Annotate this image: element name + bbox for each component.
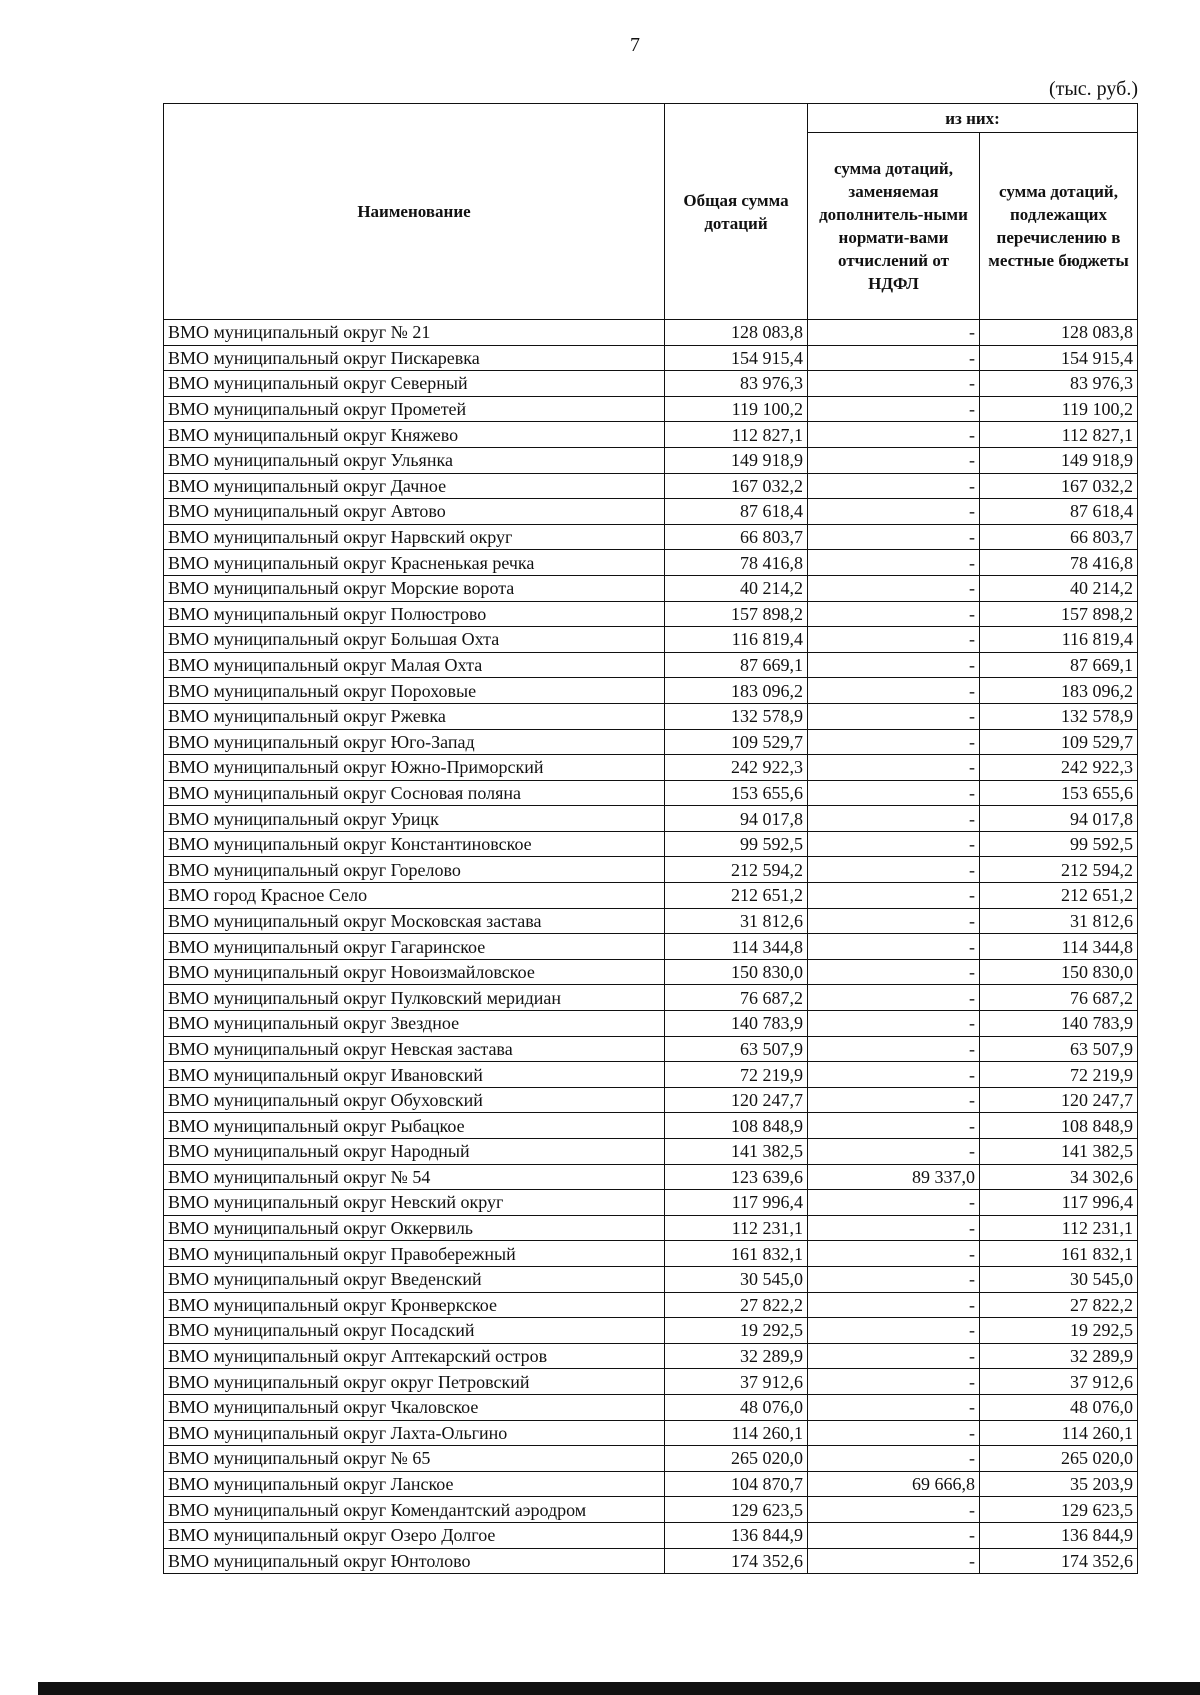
table-row [164, 345, 1138, 371]
replaced-by-ndfl-cell: - [808, 1394, 980, 1420]
municipality-name-cell: ВМО муниципальный округ Ржевка [164, 703, 665, 729]
replaced-by-ndfl-cell: - [808, 780, 980, 806]
transfer-amount-cell: 212 651,2 [980, 883, 1138, 909]
transfer-amount-cell: 112 827,1 [980, 422, 1138, 448]
replaced-by-ndfl-cell: - [808, 1266, 980, 1292]
municipality-name-cell: ВМО муниципальный округ Кронверкское [164, 1292, 665, 1318]
total-dotation-cell: 99 592,5 [665, 831, 808, 857]
total-dotation-cell: 154 915,4 [665, 345, 808, 371]
transfer-amount-cell: 99 592,5 [980, 831, 1138, 857]
municipality-name-cell: ВМО муниципальный округ Пискаревка [164, 345, 665, 371]
replaced-by-ndfl-cell: - [808, 601, 980, 627]
municipality-name-cell: ВМО муниципальный округ Московская застава [164, 908, 665, 934]
transfer-amount-cell: 117 996,4 [980, 1190, 1138, 1216]
table-row [164, 1343, 1138, 1369]
replaced-by-ndfl-cell: - [808, 1446, 980, 1472]
total-dotation-cell: 76 687,2 [665, 985, 808, 1011]
replaced-by-ndfl-cell: - [808, 345, 980, 371]
municipality-name-cell: ВМО муниципальный округ Обуховский [164, 1087, 665, 1113]
municipality-name-cell: ВМО муниципальный округ Введенский [164, 1266, 665, 1292]
municipality-name-cell: ВМО муниципальный округ Юнтолово [164, 1548, 665, 1574]
table-row [164, 652, 1138, 678]
table-row [164, 729, 1138, 755]
transfer-amount-cell: 66 803,7 [980, 524, 1138, 550]
municipality-name-cell: ВМО муниципальный округ № 54 [164, 1164, 665, 1190]
replaced-by-ndfl-cell: - [808, 857, 980, 883]
table-row [164, 320, 1138, 346]
total-dotation-cell: 265 020,0 [665, 1446, 808, 1472]
municipality-name-cell: ВМО муниципальный округ Полюстрово [164, 601, 665, 627]
replaced-by-ndfl-cell: - [808, 1497, 980, 1523]
table-row [164, 678, 1138, 704]
replaced-by-ndfl-cell: - [808, 1139, 980, 1165]
table-row [164, 1087, 1138, 1113]
municipality-name-cell: ВМО муниципальный округ Правобережный [164, 1241, 665, 1267]
municipality-name-cell: ВМО муниципальный округ Ланское [164, 1471, 665, 1497]
table-row [164, 1292, 1138, 1318]
table-row [164, 1394, 1138, 1420]
transfer-amount-cell: 132 578,9 [980, 703, 1138, 729]
replaced-by-ndfl-cell: - [808, 1036, 980, 1062]
table-row [164, 985, 1138, 1011]
table-row [164, 550, 1138, 576]
dotations-table [163, 103, 1138, 1574]
replaced-by-ndfl-cell: - [808, 575, 980, 601]
table-row [164, 857, 1138, 883]
replaced-by-ndfl-cell: - [808, 422, 980, 448]
replaced-by-ndfl-cell: - [808, 678, 980, 704]
header-to-transfer: сумма дотаций, подлежащих перечислению в местные бюджеты [980, 133, 1138, 320]
replaced-by-ndfl-cell: - [808, 985, 980, 1011]
replaced-by-ndfl-cell: - [808, 1343, 980, 1369]
table-row [164, 1062, 1138, 1088]
transfer-amount-cell: 242 922,3 [980, 755, 1138, 781]
table-row [164, 1497, 1138, 1523]
municipality-name-cell: ВМО город Красное Село [164, 883, 665, 909]
replaced-by-ndfl-cell: - [808, 1420, 980, 1446]
transfer-amount-cell: 119 100,2 [980, 396, 1138, 422]
table-body [164, 320, 1138, 1574]
total-dotation-cell: 31 812,6 [665, 908, 808, 934]
municipality-name-cell: ВМО муниципальный округ Прометей [164, 396, 665, 422]
transfer-amount-cell: 87 618,4 [980, 499, 1138, 525]
transfer-amount-cell: 76 687,2 [980, 985, 1138, 1011]
municipality-name-cell: ВМО муниципальный округ Пулковский меридиан [164, 985, 665, 1011]
municipality-name-cell: ВМО муниципальный округ Посадский [164, 1318, 665, 1344]
replaced-by-ndfl-cell: - [808, 627, 980, 653]
replaced-by-ndfl-cell: 89 337,0 [808, 1164, 980, 1190]
transfer-amount-cell: 32 289,9 [980, 1343, 1138, 1369]
transfer-amount-cell: 149 918,9 [980, 447, 1138, 473]
table-row [164, 1446, 1138, 1472]
total-dotation-cell: 141 382,5 [665, 1139, 808, 1165]
municipality-name-cell: ВМО муниципальный округ Лахта-Ольгино [164, 1420, 665, 1446]
municipality-name-cell: ВМО муниципальный округ Дачное [164, 473, 665, 499]
transfer-amount-cell: 265 020,0 [980, 1446, 1138, 1472]
total-dotation-cell: 136 844,9 [665, 1522, 808, 1548]
page-number: 7 [630, 34, 640, 56]
replaced-by-ndfl-cell: - [808, 959, 980, 985]
total-dotation-cell: 19 292,5 [665, 1318, 808, 1344]
total-dotation-cell: 157 898,2 [665, 601, 808, 627]
total-dotation-cell: 150 830,0 [665, 959, 808, 985]
municipality-name-cell: ВМО муниципальный округ Комендантский аэродром [164, 1497, 665, 1523]
total-dotation-cell: 123 639,6 [665, 1164, 808, 1190]
transfer-amount-cell: 174 352,6 [980, 1548, 1138, 1574]
replaced-by-ndfl-cell: - [808, 934, 980, 960]
replaced-by-ndfl-cell: - [808, 1548, 980, 1574]
total-dotation-cell: 112 231,1 [665, 1215, 808, 1241]
total-dotation-cell: 140 783,9 [665, 1011, 808, 1037]
municipality-name-cell: ВМО муниципальный округ Пороховые [164, 678, 665, 704]
municipality-name-cell: ВМО муниципальный округ Чкаловское [164, 1394, 665, 1420]
transfer-amount-cell: 128 083,8 [980, 320, 1138, 346]
replaced-by-ndfl-cell: - [808, 1087, 980, 1113]
total-dotation-cell: 30 545,0 [665, 1266, 808, 1292]
municipality-name-cell: ВМО муниципальный округ Северный [164, 371, 665, 397]
replaced-by-ndfl-cell: - [808, 729, 980, 755]
total-dotation-cell: 149 918,9 [665, 447, 808, 473]
transfer-amount-cell: 37 912,6 [980, 1369, 1138, 1395]
municipality-name-cell: ВМО муниципальный округ Новоизмайловское [164, 959, 665, 985]
total-dotation-cell: 161 832,1 [665, 1241, 808, 1267]
total-dotation-cell: 48 076,0 [665, 1394, 808, 1420]
replaced-by-ndfl-cell: - [808, 703, 980, 729]
municipality-name-cell: ВМО муниципальный округ Большая Охта [164, 627, 665, 653]
total-dotation-cell: 37 912,6 [665, 1369, 808, 1395]
transfer-amount-cell: 19 292,5 [980, 1318, 1138, 1344]
municipality-name-cell: ВМО муниципальный округ Невский округ [164, 1190, 665, 1216]
transfer-amount-cell: 30 545,0 [980, 1266, 1138, 1292]
transfer-amount-cell: 34 302,6 [980, 1164, 1138, 1190]
municipality-name-cell: ВМО муниципальный округ Малая Охта [164, 652, 665, 678]
table-row [164, 1369, 1138, 1395]
municipality-name-cell: ВМО муниципальный округ Ульянка [164, 447, 665, 473]
transfer-amount-cell: 78 416,8 [980, 550, 1138, 576]
header-of-which: из них: [808, 104, 1138, 133]
replaced-by-ndfl-cell: - [808, 1190, 980, 1216]
transfer-amount-cell: 141 382,5 [980, 1139, 1138, 1165]
replaced-by-ndfl-cell: - [808, 908, 980, 934]
replaced-by-ndfl-cell: - [808, 755, 980, 781]
total-dotation-cell: 104 870,7 [665, 1471, 808, 1497]
table-row [164, 473, 1138, 499]
municipality-name-cell: ВМО муниципальный округ Юго-Запад [164, 729, 665, 755]
total-dotation-cell: 94 017,8 [665, 806, 808, 832]
transfer-amount-cell: 150 830,0 [980, 959, 1138, 985]
total-dotation-cell: 129 623,5 [665, 1497, 808, 1523]
transfer-amount-cell: 27 822,2 [980, 1292, 1138, 1318]
header-total: Общая сумма дотаций [665, 104, 808, 320]
total-dotation-cell: 32 289,9 [665, 1343, 808, 1369]
total-dotation-cell: 112 827,1 [665, 422, 808, 448]
total-dotation-cell: 153 655,6 [665, 780, 808, 806]
municipality-name-cell: ВМО муниципальный округ Нарвский округ [164, 524, 665, 550]
municipality-name-cell: ВМО муниципальный округ Константиновское [164, 831, 665, 857]
table-row [164, 1164, 1138, 1190]
replaced-by-ndfl-cell: 69 666,8 [808, 1471, 980, 1497]
transfer-amount-cell: 161 832,1 [980, 1241, 1138, 1267]
scan-edge-bar [38, 1682, 1200, 1695]
table-row [164, 1420, 1138, 1446]
total-dotation-cell: 40 214,2 [665, 575, 808, 601]
total-dotation-cell: 119 100,2 [665, 396, 808, 422]
replaced-by-ndfl-cell: - [808, 524, 980, 550]
total-dotation-cell: 109 529,7 [665, 729, 808, 755]
total-dotation-cell: 167 032,2 [665, 473, 808, 499]
replaced-by-ndfl-cell: - [808, 473, 980, 499]
municipality-name-cell: ВМО муниципальный округ Автово [164, 499, 665, 525]
total-dotation-cell: 87 618,4 [665, 499, 808, 525]
replaced-by-ndfl-cell: - [808, 499, 980, 525]
total-dotation-cell: 114 260,1 [665, 1420, 808, 1446]
municipality-name-cell: ВМО муниципальный округ Ивановский [164, 1062, 665, 1088]
municipality-name-cell: ВМО муниципальный округ Звездное [164, 1011, 665, 1037]
table-row [164, 524, 1138, 550]
table-row [164, 1113, 1138, 1139]
municipality-name-cell: ВМО муниципальный округ Южно-Приморский [164, 755, 665, 781]
table-row [164, 908, 1138, 934]
municipality-name-cell: ВМО муниципальный округ Гагаринское [164, 934, 665, 960]
transfer-amount-cell: 114 260,1 [980, 1420, 1138, 1446]
header-replaced: сумма дотаций, заменяемая дополнитель-ными нормати-вами отчислений от НДФЛ [808, 133, 980, 320]
total-dotation-cell: 242 922,3 [665, 755, 808, 781]
table-row [164, 831, 1138, 857]
municipality-name-cell: ВМО муниципальный округ Озеро Долгое [164, 1522, 665, 1548]
total-dotation-cell: 78 416,8 [665, 550, 808, 576]
transfer-amount-cell: 116 819,4 [980, 627, 1138, 653]
total-dotation-cell: 116 819,4 [665, 627, 808, 653]
total-dotation-cell: 27 822,2 [665, 1292, 808, 1318]
municipality-name-cell: ВМО муниципальный округ Морские ворота [164, 575, 665, 601]
table-row [164, 1548, 1138, 1574]
table-row [164, 1215, 1138, 1241]
total-dotation-cell: 117 996,4 [665, 1190, 808, 1216]
header-name: Наименование [164, 104, 665, 320]
table-row [164, 627, 1138, 653]
transfer-amount-cell: 87 669,1 [980, 652, 1138, 678]
transfer-amount-cell: 136 844,9 [980, 1522, 1138, 1548]
municipality-name-cell: ВМО муниципальный округ № 21 [164, 320, 665, 346]
total-dotation-cell: 108 848,9 [665, 1113, 808, 1139]
transfer-amount-cell: 153 655,6 [980, 780, 1138, 806]
table-row [164, 703, 1138, 729]
replaced-by-ndfl-cell: - [808, 371, 980, 397]
table-row [164, 806, 1138, 832]
transfer-amount-cell: 94 017,8 [980, 806, 1138, 832]
replaced-by-ndfl-cell: - [808, 1369, 980, 1395]
total-dotation-cell: 212 594,2 [665, 857, 808, 883]
replaced-by-ndfl-cell: - [808, 1062, 980, 1088]
replaced-by-ndfl-cell: - [808, 883, 980, 909]
unit-note: (тыс. руб.) [1048, 78, 1138, 100]
municipality-name-cell: ВМО муниципальный округ Урицк [164, 806, 665, 832]
table-row [164, 755, 1138, 781]
table-row [164, 1036, 1138, 1062]
table-row [164, 371, 1138, 397]
total-dotation-cell: 87 669,1 [665, 652, 808, 678]
table-row [164, 1318, 1138, 1344]
table-row [164, 1522, 1138, 1548]
municipality-name-cell: ВМО муниципальный округ № 65 [164, 1446, 665, 1472]
total-dotation-cell: 72 219,9 [665, 1062, 808, 1088]
table-row [164, 601, 1138, 627]
transfer-amount-cell: 63 507,9 [980, 1036, 1138, 1062]
municipality-name-cell: ВМО муниципальный округ Горелово [164, 857, 665, 883]
municipality-name-cell: ВМО муниципальный округ Княжево [164, 422, 665, 448]
total-dotation-cell: 183 096,2 [665, 678, 808, 704]
replaced-by-ndfl-cell: - [808, 1318, 980, 1344]
replaced-by-ndfl-cell: - [808, 1215, 980, 1241]
replaced-by-ndfl-cell: - [808, 1011, 980, 1037]
replaced-by-ndfl-cell: - [808, 1522, 980, 1548]
replaced-by-ndfl-cell: - [808, 320, 980, 346]
transfer-amount-cell: 120 247,7 [980, 1087, 1138, 1113]
transfer-amount-cell: 48 076,0 [980, 1394, 1138, 1420]
transfer-amount-cell: 40 214,2 [980, 575, 1138, 601]
transfer-amount-cell: 140 783,9 [980, 1011, 1138, 1037]
replaced-by-ndfl-cell: - [808, 447, 980, 473]
municipality-name-cell: ВМО муниципальный округ округ Петровский [164, 1369, 665, 1395]
transfer-amount-cell: 108 848,9 [980, 1113, 1138, 1139]
replaced-by-ndfl-cell: - [808, 652, 980, 678]
replaced-by-ndfl-cell: - [808, 831, 980, 857]
total-dotation-cell: 212 651,2 [665, 883, 808, 909]
table-row [164, 780, 1138, 806]
table-row [164, 396, 1138, 422]
municipality-name-cell: ВМО муниципальный округ Народный [164, 1139, 665, 1165]
total-dotation-cell: 63 507,9 [665, 1036, 808, 1062]
transfer-amount-cell: 72 219,9 [980, 1062, 1138, 1088]
table-row [164, 934, 1138, 960]
table-row [164, 1011, 1138, 1037]
total-dotation-cell: 128 083,8 [665, 320, 808, 346]
total-dotation-cell: 120 247,7 [665, 1087, 808, 1113]
table-row [164, 1241, 1138, 1267]
municipality-name-cell: ВМО муниципальный округ Аптекарский остров [164, 1343, 665, 1369]
municipality-name-cell: ВМО муниципальный округ Невская застава [164, 1036, 665, 1062]
total-dotation-cell: 83 976,3 [665, 371, 808, 397]
table-row [164, 1139, 1138, 1165]
table-row [164, 499, 1138, 525]
municipality-name-cell: ВМО муниципальный округ Оккервиль [164, 1215, 665, 1241]
transfer-amount-cell: 35 203,9 [980, 1471, 1138, 1497]
municipality-name-cell: ВМО муниципальный округ Сосновая поляна [164, 780, 665, 806]
transfer-amount-cell: 112 231,1 [980, 1215, 1138, 1241]
municipality-name-cell: ВМО муниципальный округ Рыбацкое [164, 1113, 665, 1139]
replaced-by-ndfl-cell: - [808, 806, 980, 832]
total-dotation-cell: 114 344,8 [665, 934, 808, 960]
transfer-amount-cell: 212 594,2 [980, 857, 1138, 883]
total-dotation-cell: 66 803,7 [665, 524, 808, 550]
table-row [164, 1190, 1138, 1216]
table-header [164, 104, 1138, 320]
transfer-amount-cell: 114 344,8 [980, 934, 1138, 960]
transfer-amount-cell: 109 529,7 [980, 729, 1138, 755]
table-row [164, 575, 1138, 601]
total-dotation-cell: 174 352,6 [665, 1548, 808, 1574]
table-row [164, 1266, 1138, 1292]
replaced-by-ndfl-cell: - [808, 550, 980, 576]
transfer-amount-cell: 154 915,4 [980, 345, 1138, 371]
replaced-by-ndfl-cell: - [808, 1292, 980, 1318]
table-row [164, 959, 1138, 985]
transfer-amount-cell: 31 812,6 [980, 908, 1138, 934]
replaced-by-ndfl-cell: - [808, 396, 980, 422]
municipality-name-cell: ВМО муниципальный округ Красненькая речка [164, 550, 665, 576]
table-row [164, 447, 1138, 473]
replaced-by-ndfl-cell: - [808, 1241, 980, 1267]
transfer-amount-cell: 83 976,3 [980, 371, 1138, 397]
total-dotation-cell: 132 578,9 [665, 703, 808, 729]
transfer-amount-cell: 157 898,2 [980, 601, 1138, 627]
transfer-amount-cell: 167 032,2 [980, 473, 1138, 499]
table-row [164, 1471, 1138, 1497]
table-row [164, 883, 1138, 909]
transfer-amount-cell: 129 623,5 [980, 1497, 1138, 1523]
table-row [164, 422, 1138, 448]
replaced-by-ndfl-cell: - [808, 1113, 980, 1139]
transfer-amount-cell: 183 096,2 [980, 678, 1138, 704]
